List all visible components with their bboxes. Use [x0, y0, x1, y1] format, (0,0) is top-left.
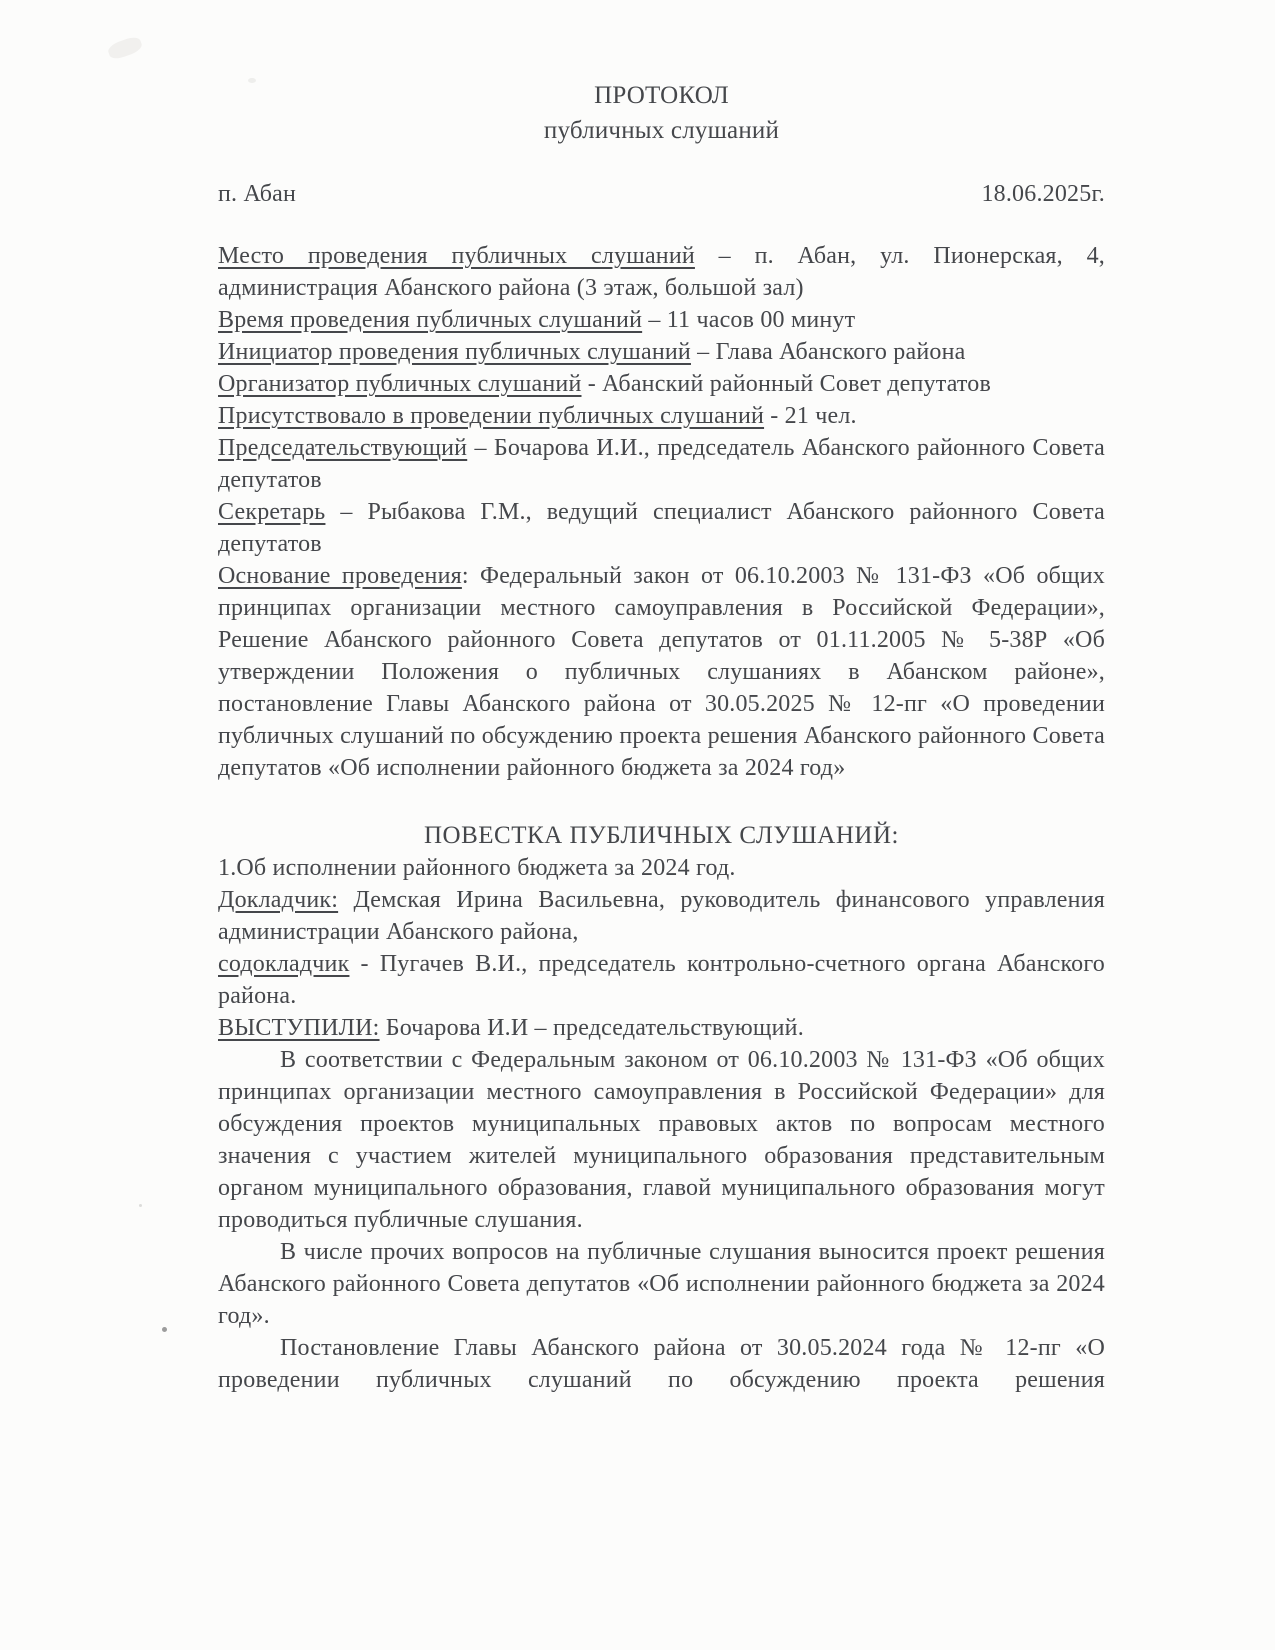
- document-title: [218, 0, 1105, 148]
- place-label: п. Абан: [218, 181, 297, 207]
- detail-label: Время проведения публичных слушаний: [218, 307, 643, 333]
- dateline: [218, 178, 1105, 210]
- detail-line-chairperson: [218, 432, 1105, 496]
- body-paragraph-project: В числе прочих вопросов на публичные слушания выносится проект решения Абанского районного Совета депутатов «Об исполнении районного бюджета за 2024 год».: [218, 1239, 1105, 1329]
- speaker-line: [218, 884, 1105, 948]
- detail-label: Организатор публичных слушаний: [218, 371, 582, 397]
- speaker-text: Демская Ирина Васильевна, руководитель финансового управления администрации Абанского района,: [218, 887, 1105, 945]
- agenda-heading: ПОВЕСТКА ПУБЛИЧНЫХ СЛУШАНИЙ:: [424, 822, 899, 849]
- co-speaker-line: [218, 948, 1105, 1012]
- detail-line-location: [218, 240, 1105, 304]
- detail-label: Председательствующий: [218, 435, 468, 461]
- spoke-line: [218, 1012, 1105, 1044]
- agenda-item: 1.Об исполнении районного бюджета за 2024 год.: [218, 855, 736, 881]
- details-block: [218, 240, 1105, 784]
- scan-smudge: [106, 35, 143, 62]
- detail-line-basis: [218, 560, 1105, 784]
- detail-line-initiator: [218, 336, 1105, 368]
- detail-line-secretary: [218, 496, 1105, 560]
- detail-text: - 21 чел.: [764, 403, 857, 429]
- detail-label: Инициатор проведения публичных слушаний: [218, 339, 691, 365]
- body-paragraph-resolution: Постановление Главы Абанского района от 30.05.2024 года № 12-пг «О проведении публичных слушаний по обсуждению проекта решения: [218, 1335, 1105, 1393]
- body-paragraph-law: В соответствии с Федеральным законом от 06.10.2003 № 131-ФЗ «Об общих принципах организации местного самоуправления в Российской Федерации» для обсуждения проектов муниципальных правовых актов по вопросам местного значения с участием жителей муниципального образования представительным органом муниципального образования, главой муниципального образования могут проводиться публичные слушания.: [218, 1047, 1105, 1233]
- speaker-label: Докладчик:: [218, 887, 339, 913]
- date-label: 18.06.2025г.: [981, 181, 1105, 207]
- scan-speck: [162, 1327, 167, 1332]
- spoke-label: ВЫСТУПИЛИ:: [218, 1015, 380, 1041]
- detail-label: Место проведения публичных слушаний: [218, 243, 695, 269]
- co-speaker-text: - Пугачев В.И., председатель контрольно-счетного органа Абанского района.: [218, 951, 1105, 1009]
- detail-text: - Абанский районный Совет депутатов: [581, 371, 992, 397]
- detail-label: Присутствовало в проведении публичных слушаний: [218, 403, 765, 429]
- detail-line-attendance: [218, 400, 1105, 432]
- scan-speck: [139, 1204, 142, 1207]
- detail-label: Секретарь: [218, 499, 326, 525]
- title-line-protocol: ПРОТОКОЛ: [594, 82, 729, 109]
- title-line-subtitle: публичных слушаний: [543, 117, 780, 144]
- detail-line-organizer: [218, 368, 1105, 400]
- detail-text: : Федеральный закон от 06.10.2003 № 131-ФЗ «Об общих принципах организации местного самоуправления в Российской Федерации», Решение Абанского районного Совета депутатов от 01.11.2005 № 5-38Р «Об утверждении Положения о публичных слушаниях в Абанском районе», постановление Главы Абанского района от 30.05.2025 № 12-пг «О проведении публичных слушаний по обсуждению проекта решения Абанского районного Совета депутатов «Об исполнении районного бюджета за 2024 год»: [218, 563, 1106, 781]
- detail-text: – Глава Абанского района: [690, 339, 966, 365]
- detail-text: – Бочарова И.И., председатель Абанского районного Совета депутатов: [218, 435, 1105, 493]
- co-speaker-label: содокладчик: [218, 951, 350, 977]
- detail-text: – Рыбакова Г.М., ведущий специалист Абанского районного Совета депутатов: [218, 499, 1105, 557]
- detail-line-time: [218, 304, 1105, 336]
- detail-label: Основание проведения: [218, 563, 462, 589]
- document-content: [218, 0, 1105, 1396]
- detail-text: – п. Абан, ул. Пионерская, 4, администрация Абанского района (3 этаж, большой зал): [218, 243, 1105, 301]
- detail-text: – 11 часов 00 минут: [642, 307, 856, 333]
- spoke-text: Бочарова И.И – председательствующий.: [379, 1015, 804, 1041]
